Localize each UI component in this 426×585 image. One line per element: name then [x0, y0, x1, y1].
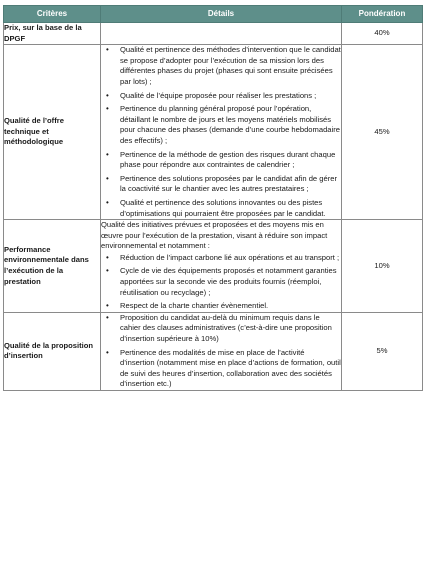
bullet-list	[101, 45, 341, 219]
list-item	[101, 174, 341, 195]
list-item	[101, 348, 341, 390]
list-item	[101, 253, 341, 264]
bullet-icon: •	[106, 312, 109, 322]
list-item	[101, 150, 341, 171]
bullet-icon: •	[106, 301, 109, 311]
bullet-icon: •	[106, 173, 109, 183]
list-item	[101, 313, 341, 345]
weight-cell: 40%	[342, 23, 423, 45]
details-cell	[101, 45, 342, 220]
bullet-icon: •	[106, 347, 109, 357]
list-item	[101, 301, 341, 312]
criterion-cell: Prix, sur la base de la DPGF	[4, 23, 101, 45]
weight-cell: 45%	[342, 45, 423, 220]
bullet-icon: •	[106, 252, 109, 262]
bullet-icon: •	[106, 266, 109, 276]
details-cell	[101, 312, 342, 390]
bullet-list	[101, 253, 341, 312]
bullet-text: Cycle de vie des équipements proposés et notamment garanties apportées sur la seconde vie des produits fournis (réemploi, réutilisation ou recyclage) ;	[120, 266, 337, 297]
bullet-text: Qualité et pertinence des méthodes d’intervention que le candidat se propose d’adopter pour l’exécution de sa mission lors des différentes phases du projet (phases qui sont ensuite précisées par lots) ;	[120, 45, 341, 86]
bullet-text: Pertinence du planning général proposé pour l’opération, détaillant le nombre de jours et les moyens matériels mobilisés pour chacune des phases (demande d’une courbe hebdomadaire des effectifs) ;	[120, 104, 340, 145]
criterion-cell: Qualité de l’offre technique et méthodologique	[4, 45, 101, 220]
table-row	[4, 220, 423, 313]
criterion-cell: Qualité de la proposition d’insertion	[4, 312, 101, 390]
bullet-icon: •	[106, 90, 109, 100]
criteria-table	[3, 5, 423, 391]
bullet-icon: •	[106, 104, 109, 114]
bullet-text: Qualité et pertinence des solutions innovantes ou des pistes d’optimisations qui pourraient être proposées par le candidat.	[120, 197, 326, 218]
bullet-text: Pertinence des modalités de mise en place de l’activité d’insertion (notamment mise en place d’actions de formation, outil de suivi des heures d’insertion, collaboration avec des sociétés d’insertion etc.)	[120, 347, 341, 389]
bullet-text: Proposition du candidat au-delà du minimum requis dans le cahier des clauses administratives (c’est-à-dire une proposition d’insertion supérieure à 10%)	[120, 312, 332, 344]
header-ponderation: Pondération	[342, 6, 423, 23]
list-item	[101, 104, 341, 146]
bullet-text: Pertinence des solutions proposées par le candidat afin de gérer la coactivité sur le chantier avec les autres prestataires ;	[120, 173, 337, 194]
bullet-text: Réduction de l’impact carbone lié aux opérations et au transport ;	[120, 252, 340, 262]
header-details: Détails	[101, 6, 342, 23]
bullet-icon: •	[106, 149, 109, 159]
table-row	[4, 23, 423, 45]
details-cell	[101, 23, 342, 45]
bullet-icon: •	[106, 45, 109, 55]
weight-cell: 5%	[342, 312, 423, 390]
list-item	[101, 45, 341, 87]
criterion-cell: Performance environnementale dans l’exécution de la prestation	[4, 220, 101, 313]
bullet-text: Pertinence de la méthode de gestion des risques durant chaque phase pour répondre aux contraintes de calendrier ;	[120, 149, 336, 170]
list-item	[101, 266, 341, 298]
bullet-list	[101, 313, 341, 390]
table-row	[4, 45, 423, 220]
table-header-row	[4, 6, 423, 23]
list-item	[101, 91, 341, 102]
header-criteres: Critères	[4, 6, 101, 23]
table-row	[4, 312, 423, 390]
list-item	[101, 198, 341, 219]
details-cell	[101, 220, 342, 313]
bullet-text: Respect de la charte chantier évènementiel.	[120, 301, 269, 311]
bullet-icon: •	[106, 197, 109, 207]
bullet-text: Qualité de l’équipe proposée pour réaliser les prestations ;	[120, 90, 317, 100]
details-intro: Qualité des initiatives prévues et proposées et des moyens mis en œuvre pour l’exécution de la prestation, visant à réduire son impact environnemental et notamment :	[101, 220, 328, 251]
weight-cell: 10%	[342, 220, 423, 313]
